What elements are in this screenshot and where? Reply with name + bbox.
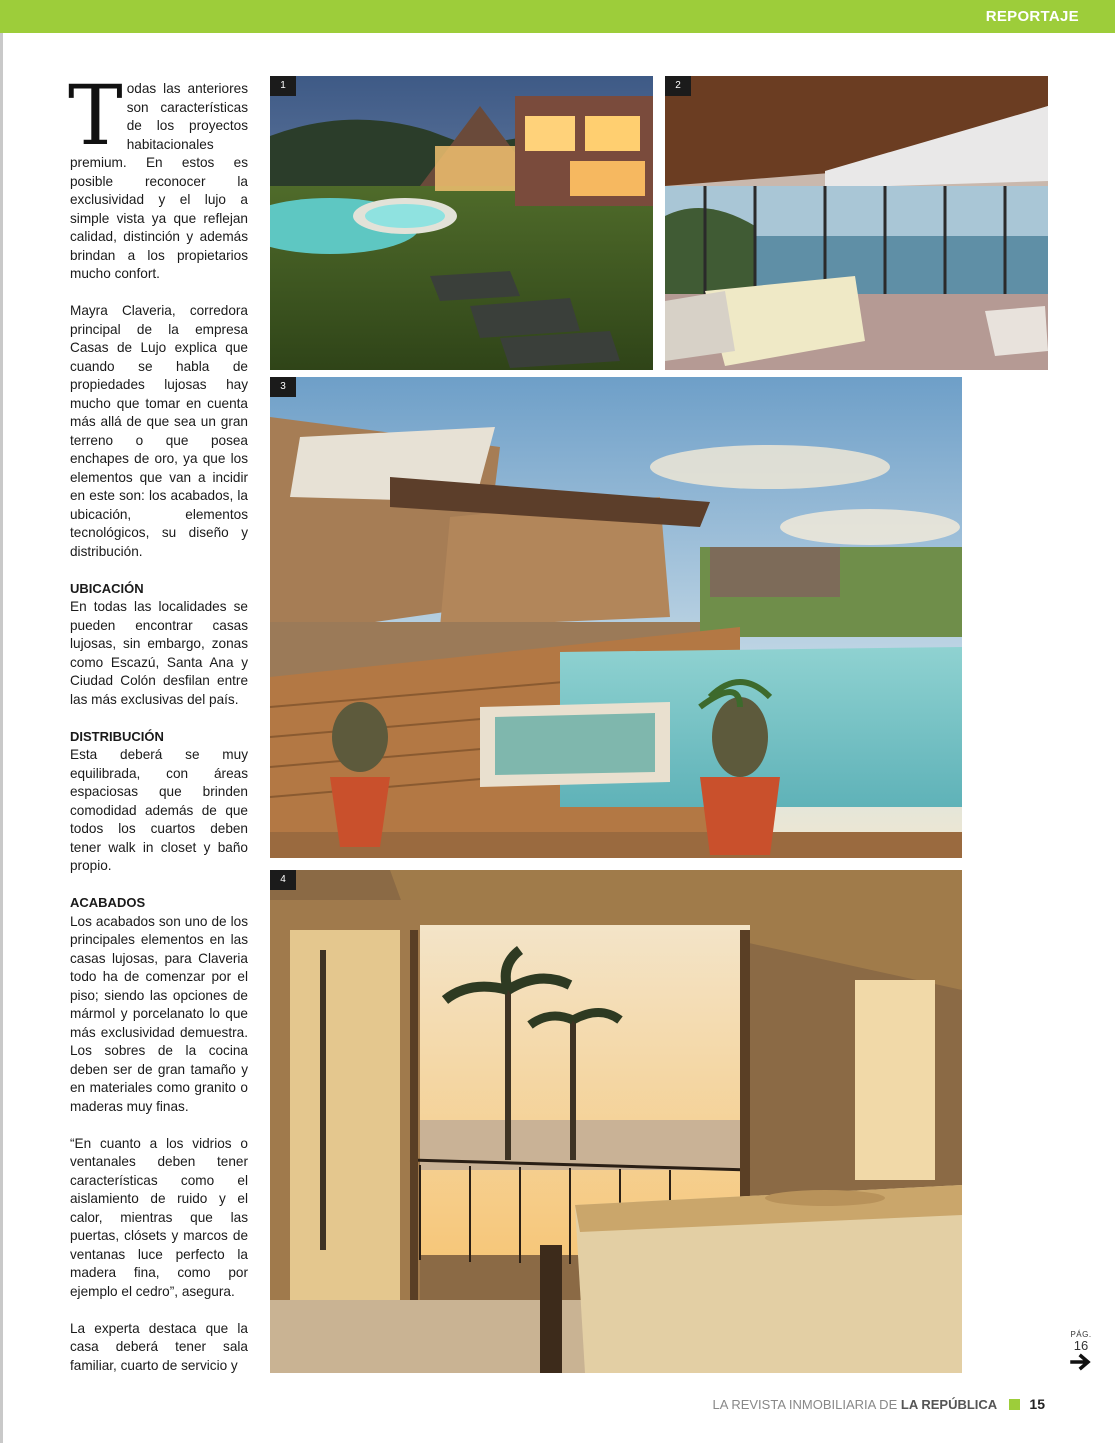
photo-number: 4 (270, 870, 296, 890)
intro-text: odas las anteriores son características de los proyectos habitacionales premium. En estos es posible reconocer la exclusividad y el lujo a simple vista ya que reflejan calidad, distinción y además brindan a los propietarios mucho confort. (70, 81, 248, 281)
paragraph-acabados: Los acabados son uno de los principales elementos en las casas lujosas, para Claveria todo ha de comenzar por el piso; siendo las opciones de mármol y porcelanato lo que más exclusividad demuestra. Los sobres de la cocina deben ser de gran tamaño y en materiales como granito o maderas muy finas. (70, 913, 248, 1114)
footer-magazine: LA REVISTA INMOBILIARIA DE (712, 1397, 898, 1412)
subheading-ubicacion: UBICACIÓN (70, 580, 144, 596)
photo-bedroom-beach (270, 870, 962, 1373)
next-page-label: PÁG. (1070, 1330, 1092, 1339)
section-acabados (70, 894, 248, 1116)
photo-number: 2 (665, 76, 691, 96)
page-number: 15 (1029, 1396, 1045, 1412)
quote-paragraph: “En cuanto a los vidrios o ventanales deben tener características como el aislamiento de ruido y el calor, mientras que las puertas, clósets y marcos de ventanas luce perfecto la madera fina, como por ejemplo el cedro”, asegura. (70, 1135, 248, 1299)
section-ubicacion (70, 580, 248, 710)
header-bar (0, 0, 1115, 33)
photo-house-dusk (270, 76, 653, 370)
article-paragraph: Mayra Claveria, corredora principal de la empresa Casas de Lujo explica que cuando se habla de propiedades lujosas hay mucho que tomar en cuenta más allá de que sea un gran terreno o que posea enchapes de oro, ya que los elementos que van a incidir en este son: los acabados, la ubicación, elementos tecnológicos, su diseño y distribución. (70, 303, 248, 559)
photo-pool-deck (270, 377, 962, 858)
article-text (68, 69, 248, 1394)
next-page-indicator[interactable] (1066, 1330, 1096, 1376)
section-tag: REPORTAJE (985, 8, 1079, 25)
subheading-acabados: ACABADOS (70, 895, 146, 910)
last-paragraph: La experta destaca que la casa deberá tener sala familiar, cuarto de servicio y (70, 1320, 248, 1373)
section-distribucion (70, 728, 248, 876)
subheading-distribucion: DISTRIBUCIÓN (70, 728, 164, 744)
page-footer (713, 1396, 1045, 1412)
article-intro (68, 69, 248, 284)
footer-square-icon (1009, 1399, 1020, 1410)
page-edge (0, 33, 3, 1443)
arrow-right-icon[interactable] (1066, 1353, 1096, 1376)
photo-number: 1 (270, 76, 296, 96)
paragraph-distribucion: Esta deberá se muy equilibrada, con áreas espaciosas que brinden comodidad además de que todos los cuartos deben tener walk in closet y baño propio. (70, 747, 248, 873)
next-page-number: 16 (1073, 1338, 1089, 1353)
photo-number: 3 (270, 377, 296, 397)
drop-cap: T (68, 69, 123, 164)
paragraph-ubicacion: En todas las localidades se pueden encontrar casas lujosas, sin embargo, zonas como Escazú, Santa Ana y Ciudad Colón desfilan entre las más exclusivas del país. (70, 599, 248, 707)
photo-bedroom-ocean (665, 76, 1048, 370)
footer-publisher: LA REPÚBLICA (900, 1397, 998, 1412)
